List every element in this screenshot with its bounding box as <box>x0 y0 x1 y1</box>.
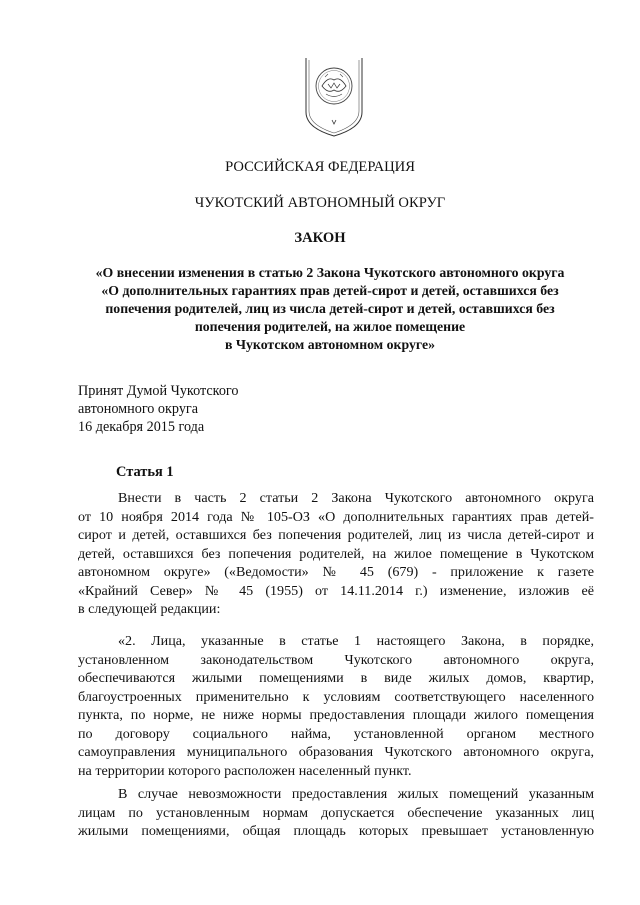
document-type-heading: ЗАКОН <box>294 230 346 246</box>
title-line: «О внесении изменения в статью 2 Закона Чукотского автономного округа <box>95 265 565 280</box>
adoption-note <box>78 382 238 436</box>
paragraph-line: лицам по установленным нормам допускается обеспечение указанных лиц <box>78 804 594 821</box>
paragraph-line: благоустроенных применительно к условиям соответствующего населенного <box>78 688 594 705</box>
article-paragraph-3 <box>78 785 594 841</box>
paragraph-line: «2. Лица, указанные в статье 1 настоящего Закона, в порядке, <box>118 633 594 649</box>
region-heading: ЧУКОТСКИЙ АВТОНОМНЫЙ ОКРУГ <box>194 195 446 211</box>
paragraph-line: В случае невозможности предоставления жилых помещений указанным <box>118 786 594 802</box>
paragraph-line: пункта, по норме, не ниже нормы предоставления площади жилого помещения <box>78 707 594 723</box>
article-paragraph-1 <box>78 489 594 619</box>
paragraph-line: на территории которого расположен населенный пункт. <box>78 762 412 779</box>
paragraph-line: «Крайний Север» № 45 (1955) от 14.11.2014 г.) изменение, изложив её <box>78 582 594 599</box>
article-heading: Статья 1 <box>116 464 174 480</box>
coat-of-arms-emblem-icon <box>298 50 370 140</box>
title-line: в Чукотском автономном округе» <box>225 337 435 352</box>
law-title <box>66 264 594 354</box>
title-line: «О дополнительных гарантиях прав детей-сирот и детей, оставшихся без <box>101 283 559 298</box>
paragraph-line: Внести в часть 2 статьи 2 Закона Чукотского автономного округа <box>118 490 594 506</box>
paragraph-line: обеспечиваются жилыми помещениями в виде жилых домов, квартир, <box>78 670 594 686</box>
adoption-line: автономного округа <box>78 401 199 417</box>
article-paragraph-2 <box>78 632 594 780</box>
paragraph-line: по договору социального найма, установленной органом местного <box>78 725 594 742</box>
paragraph-line: жилыми помещениями, общая площадь которых превышает установленную <box>78 823 594 839</box>
title-line: попечения родителей, на жилое помещение <box>194 319 466 334</box>
paragraph-line: от 10 ноября 2014 года № 105-ОЗ «О дополнительных гарантиях прав детей- <box>78 508 594 525</box>
paragraph-line: сирот и детей, оставшихся без попечения родителей, лиц из числа детей-сирот и <box>78 527 594 543</box>
paragraph-line: детей, оставшихся без попечения родителей, на жилое помещение в Чукотском <box>78 545 594 562</box>
adoption-date: 16 декабря 2015 года <box>78 419 205 435</box>
adoption-line: Принят Думой Чукотского <box>78 383 239 399</box>
paragraph-line: автономном округе» («Ведомости» № 45 (679) - приложение к газете <box>78 564 594 580</box>
paragraph-line: в следующей редакции: <box>78 601 221 617</box>
paragraph-line: установленном законодательством Чукотского автономного округа, <box>78 651 594 668</box>
title-line: попечения родителей, лиц из числа детей-сирот и детей, оставшихся без <box>105 301 555 316</box>
country-heading: РОССИЙСКАЯ ФЕДЕРАЦИЯ <box>225 159 415 175</box>
paragraph-line: самоуправления муниципального образования Чукотского автономного округа, <box>78 744 594 760</box>
